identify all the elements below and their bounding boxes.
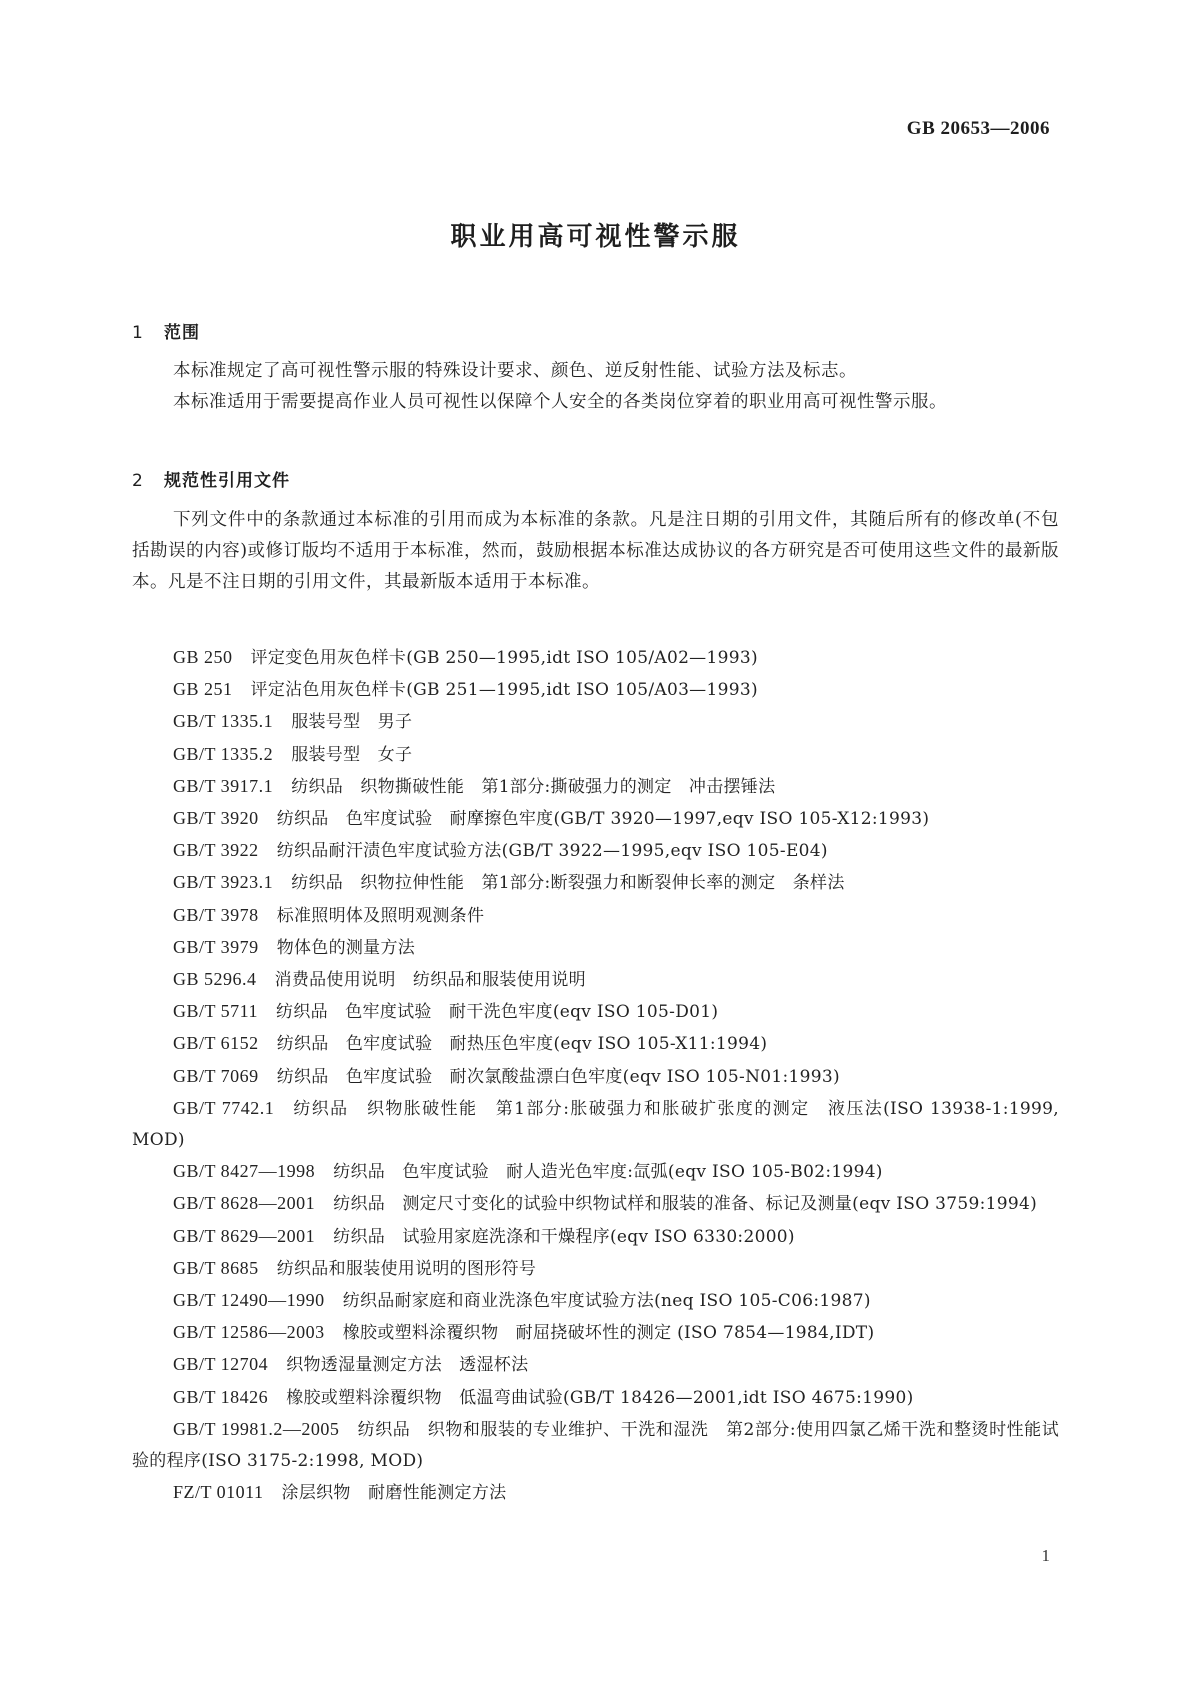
- reference-item: [132, 1093, 1059, 1156]
- reference-text: 橡胶或塑料涂覆织物 耐屈挠破坏性的测定 (ISO 7854—1984,IDT): [342, 1323, 875, 1344]
- reference-text: 纺织品 织物撕破性能 第1部分:撕破强力的测定 冲击摆锤法: [291, 776, 776, 797]
- reference-text: 纺织品 测定尺寸变化的试验中织物试样和服装的准备、标记及测量(eqv ISO 3759:1994): [333, 1194, 1038, 1215]
- reference-item: [132, 932, 1059, 964]
- page-number: 1: [1041, 1546, 1050, 1565]
- section-title: 规范性引用文件: [164, 471, 290, 491]
- reference-code: GB/T 3922: [173, 840, 259, 861]
- reference-item: [132, 964, 1059, 996]
- reference-code: GB 251: [173, 679, 233, 700]
- standard-number: GB 20653—2006: [906, 118, 1050, 139]
- reference-code: GB/T 1335.1: [173, 711, 274, 732]
- reference-text: 橡胶或塑料涂覆织物 低温弯曲试验(GB/T 18426—2001,idt ISO 4675:1990): [286, 1387, 914, 1408]
- reference-text: 纺织品耐汗渍色牢度试验方法(GB/T 3922—1995,eqv ISO 105-E04): [276, 841, 828, 862]
- reference-code: GB/T 3979: [173, 936, 259, 957]
- reference-code: GB/T 6152: [173, 1033, 259, 1054]
- reference-item: [132, 835, 1059, 867]
- reference-item: [132, 1477, 1059, 1509]
- reference-code: GB/T 7069: [173, 1065, 259, 1086]
- reference-text: 评定变色用灰色样卡(GB 250—1995,idt ISO 105/A02—1993): [250, 648, 758, 668]
- section-number: 1: [132, 323, 144, 343]
- scope-paragraph: 本标准规定了高可视性警示服的特殊设计要求、颜色、逆反射性能、试验方法及标志。: [173, 361, 857, 381]
- reference-text: 织物透湿量测定方法 透湿杯法: [286, 1355, 529, 1376]
- reference-text: 纺织品和服装使用说明的图形符号: [276, 1258, 537, 1279]
- document-title: 职业用高可视性警示服: [450, 222, 741, 252]
- scope-paragraph: 本标准适用于需要提高作业人员可视性以保障个人安全的各类岗位穿着的职业用高可视性警示服。: [173, 392, 947, 412]
- reference-text: 服装号型 男子: [291, 712, 413, 733]
- reference-text: 服装号型 女子: [291, 744, 413, 765]
- reference-code: GB/T 3920: [173, 808, 259, 829]
- reference-item: [132, 1317, 1059, 1349]
- reference-text: 纺织品 色牢度试验 耐人造光色牢度:氙弧(eqv ISO 105-B02:1994): [333, 1162, 883, 1183]
- reference-item: [132, 771, 1059, 803]
- section-title: 范围: [164, 323, 200, 343]
- reference-code: GB/T 3917.1: [173, 775, 274, 796]
- reference-text: 标准照明体及照明观测条件: [276, 905, 485, 926]
- reference-item: [132, 867, 1059, 899]
- reference-item: [132, 674, 1059, 706]
- reference-list: [132, 642, 1059, 1509]
- reference-code: GB/T 8629—2001: [173, 1225, 316, 1246]
- reference-item: [132, 900, 1059, 932]
- reference-code: GB/T 5711: [173, 1001, 259, 1022]
- reference-text: 纺织品 色牢度试验 耐热压色牢度(eqv ISO 105-X11:1994): [276, 1034, 768, 1055]
- reference-code: GB 5296.4: [173, 969, 257, 990]
- reference-text: 涂层织物 耐磨性能测定方法: [281, 1483, 507, 1504]
- reference-text: 纺织品 织物胀破性能 第1部分:胀破强力和胀破扩张度的测定 液压法(ISO 13938-1:1999, MOD): [132, 1098, 1059, 1151]
- reference-item: [132, 1414, 1059, 1477]
- reference-code: GB/T 3923.1: [173, 872, 274, 893]
- section-heading-normative-references: [132, 466, 290, 491]
- reference-code: GB/T 7742.1: [173, 1097, 275, 1118]
- reference-text: 纺织品 织物和服装的专业维护、干洗和湿洗 第2部分:使用四氯乙烯干洗和整烫时性能试验的程序(ISO 3175-2:1998, MOD): [132, 1419, 1059, 1472]
- reference-item: [132, 1349, 1059, 1381]
- reference-code: GB/T 8685: [173, 1257, 259, 1278]
- reference-code: GB/T 8427—1998: [173, 1161, 316, 1182]
- reference-code: GB/T 3978: [173, 904, 259, 925]
- reference-item: [132, 1285, 1059, 1317]
- references-intro-paragraph: 下列文件中的条款通过本标准的引用而成为本标准的条款。凡是注日期的引用文件，其随后所有的修改单(不包括勘误的内容)或修订版均不适用于本标准，然而，鼓励根据本标准达成协议的各方研究是否可使用这些文件的最新版本。凡是不注日期的引用文件，其最新版本适用于本标准。: [132, 510, 1059, 592]
- reference-text: 纺织品 色牢度试验 耐干洗色牢度(eqv ISO 105-D01): [276, 1002, 719, 1023]
- reference-text: 消费品使用说明 纺织品和服装使用说明: [274, 970, 586, 991]
- reference-text: 纺织品耐家庭和商业洗涤色牢度试验方法(neq ISO 105-C06:1987): [342, 1291, 871, 1312]
- reference-item: [132, 706, 1059, 738]
- reference-item: [132, 739, 1059, 771]
- reference-item: [132, 1188, 1059, 1220]
- reference-item: [132, 996, 1059, 1028]
- reference-item: [132, 1382, 1059, 1414]
- reference-text: 纺织品 色牢度试验 耐次氯酸盐漂白色牢度(eqv ISO 105-N01:1993): [276, 1066, 840, 1087]
- reference-code: GB 250: [173, 647, 233, 667]
- reference-code: GB/T 8628—2001: [173, 1193, 316, 1214]
- reference-code: FZ/T 01011: [173, 1482, 264, 1503]
- section-number: 2: [132, 471, 144, 491]
- reference-code: GB/T 12586—2003: [173, 1322, 325, 1343]
- reference-text: 纺织品 织物拉伸性能 第1部分:断裂强力和断裂伸长率的测定 条样法: [291, 873, 845, 894]
- reference-item: [132, 1061, 1059, 1093]
- reference-code: GB/T 1335.2: [173, 743, 274, 764]
- reference-text: 物体色的测量方法: [276, 937, 416, 958]
- reference-code: GB/T 19981.2—2005: [173, 1418, 340, 1439]
- reference-item: [132, 803, 1059, 835]
- reference-item: [132, 1253, 1059, 1285]
- reference-text: 评定沾色用灰色样卡(GB 251—1995,idt ISO 105/A03—1993): [250, 680, 758, 701]
- reference-code: GB/T 12490—1990: [173, 1290, 325, 1311]
- reference-code: GB/T 18426: [173, 1386, 269, 1407]
- reference-item: [132, 1156, 1059, 1188]
- reference-item: [132, 642, 1059, 674]
- section-heading-scope: [132, 318, 200, 343]
- reference-item: [132, 1221, 1059, 1253]
- reference-code: GB/T 12704: [173, 1354, 269, 1375]
- reference-text: 纺织品 色牢度试验 耐摩擦色牢度(GB/T 3920—1997,eqv ISO 105-X12:1993): [276, 809, 930, 830]
- reference-item: [132, 1028, 1059, 1060]
- reference-text: 纺织品 试验用家庭洗涤和干燥程序(eqv ISO 6330:2000): [333, 1226, 795, 1247]
